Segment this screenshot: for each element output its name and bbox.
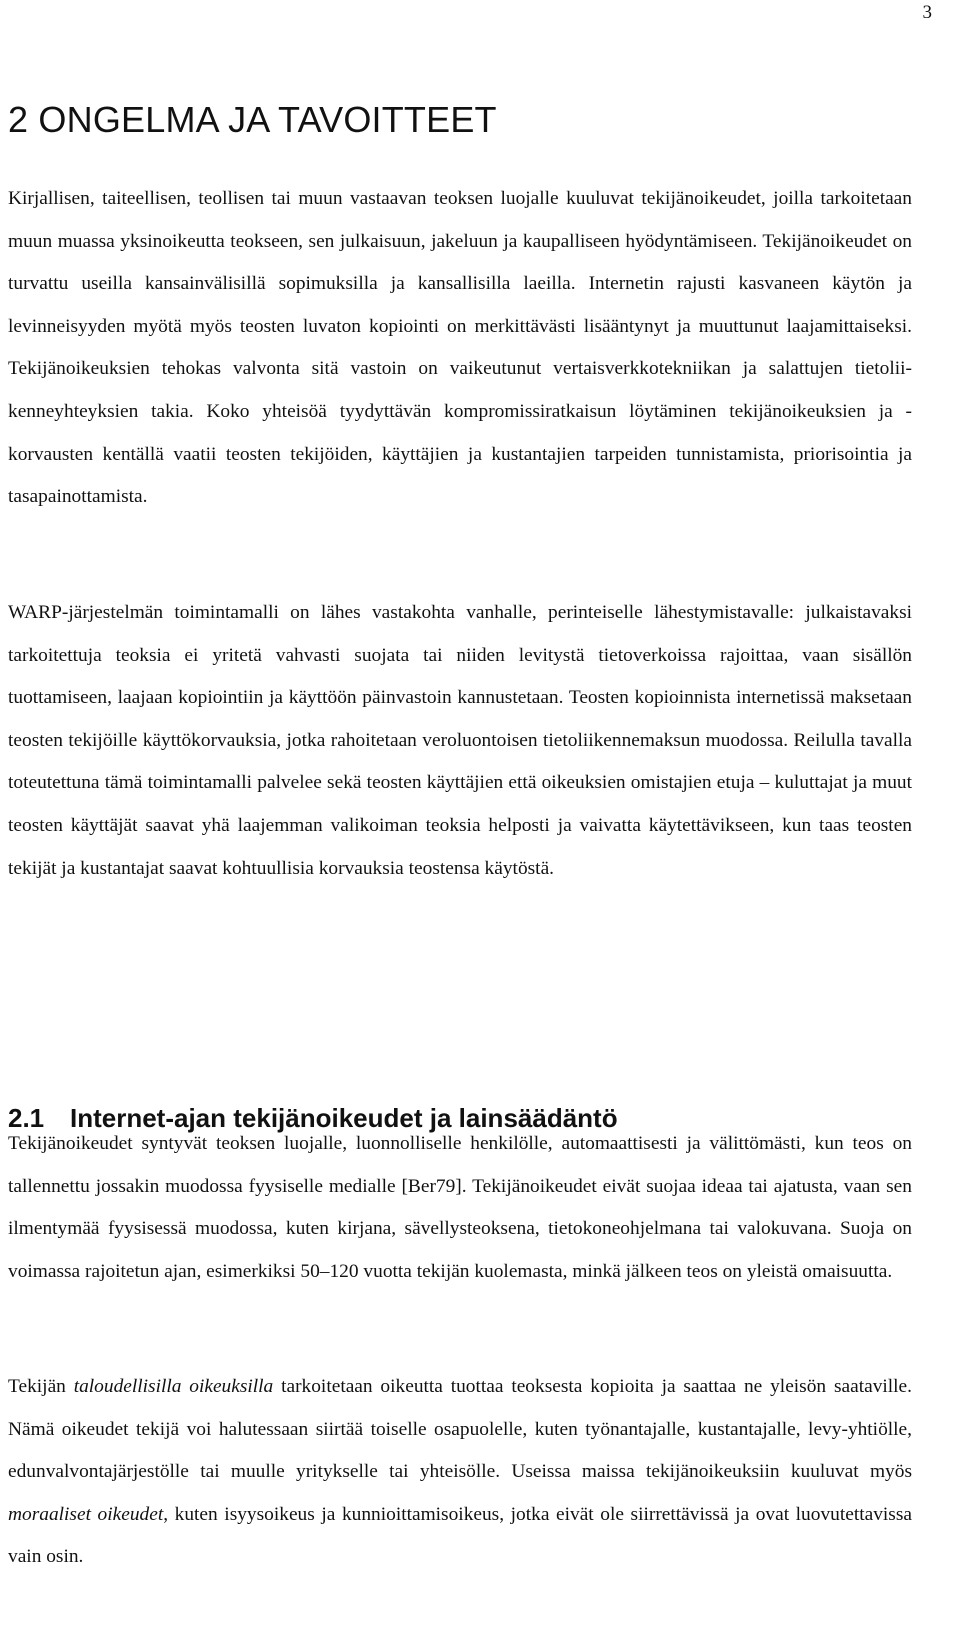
body-paragraph-3: Tekijänoikeudet syntyvät teoksen luojalle, luonnolliselle henkilölle, automaattisesti ja välittömästi, kun teos on tallennettu jossakin muodossa fyysiselle medialle [Ber79]. Tekijänoikeudet eivät suojaa ideaa tai ajatusta, vaan sen ilmentymää fyysisessä muodossa, kuten kirjana, sävellysteoksena, tietokoneohjelmana tai valokuvana. Suoja on voimassa rajoitetun ajan, esimerkiksi 50–120 vuotta tekijän kuolemasta, minkä jälkeen teos on yleistä omaisuutta. (8, 1133, 912, 1282)
p4-text-middle: tarkoitetaan oikeutta tuottaa teoksesta kopioita ja saattaa ne yleisön saataville. Nämä oikeudet tekijä voi halutessaan siirtää toiselle osapuolelle, kuten työnantajalle, kustantajalle, levy-yhtiölle, edunvalvontajärjestölle tai muulle yritykselle tai yhteisölle. Useissa maissa tekijänoikeuksiin kuuluvat myös (8, 1376, 913, 1483)
p4-emphasis-economic-rights: taloudellisilla oikeuksilla (73, 1376, 274, 1397)
body-paragraph-2: WARP-järjestelmän toimintamalli on lähes vastakohta vanhalle, perinteiselle lähestymistavalle: julkaistavaksi tarkoitettuja teoksia ei yritetä vahvasti suojata tai niiden levitystä tietoverkoissa rajoittaa, vaan sisällön tuottamiseen, laajaan kopiointiin ja käyttöön päinvastoin kannustetaan. Teosten kopioinnista internetissä maksetaan teosten tekijöille käyttökorvauksia, jotka rahoitetaan veroluontoisen tietoliikennemaksun muodossa. Reilulla tavalla toteutettuna tämä toimintamalli palvelee sekä teosten käyttäjien että oikeuksien omistajien etuja – kuluttajat ja muut teosten käyttäjät saavat yhä laajemman valikoiman teoksia helposti ja vaivatta käytettävikseen, kun taas teosten tekijät ja kustantajat saavat kohtuullisia korvauksia teostensa käytöstä. (8, 602, 912, 879)
body-paragraph-4 (8, 1366, 912, 1579)
page-number: 3 (922, 2, 932, 23)
p4-text-start: Tekijän (8, 1376, 74, 1397)
p4-text-end: , kuten isyysoikeus ja kunnioittamisoikeus, jotka eivät ole siirrettävissä ja ovat luovutettavissa vain osin. (8, 1503, 912, 1568)
body-paragraph-1: Kirjallisen, taiteellisen, teollisen tai muun vastaavan teoksen luojalle kuuluvat tekijänoikeudet, joilla tarkoitetaan muun muassa yksinoikeutta teokseen, sen julkaisuun, jakeluun ja kaupalliseen hyödyntämiseen. Tekijänoikeudet on turvattu useilla kansainvälisillä sopimuksilla ja kansallisilla laeilla. Internetin rajusti kasvaneen käytön ja levinneisyyden myötä myös teosten luvaton kopiointi on merkittävästi lisääntynyt ja muuttunut laajamittaiseksi. Tekijänoikeuksien tehokas valvonta sitä vastoin on vaikeutunut vertaisverkkotekniikan ja salattujen tietoliikenneyhteyksien takia. Koko yhteisöä tyydyttävän kompromissiratkaisun löytäminen tekijänoikeuksien ja -korvausten kentällä vaatii teosten tekijöiden, käyttäjien ja kustantajien tarpeiden tunnistamista, priorisointia ja tasapainottamista. (8, 188, 912, 508)
section-number: 2.1 (8, 1103, 45, 1133)
p4-emphasis-moral-rights: moraaliset oikeudet (8, 1503, 164, 1525)
chapter-title: 2 ONGELMA JA TAVOITTEET (8, 99, 497, 140)
section-title: Internet-ajan tekijänoikeudet ja lainsäädäntö (70, 1103, 618, 1133)
